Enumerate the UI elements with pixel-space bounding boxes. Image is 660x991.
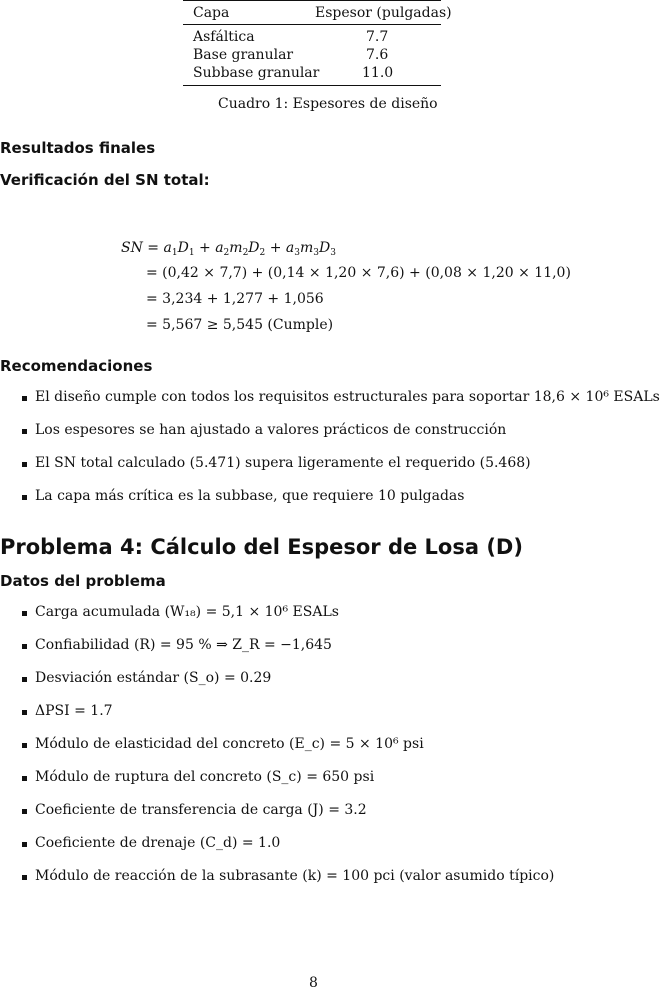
bullet-icon: [22, 396, 27, 401]
list-item: Módulo de elasticidad del concreto (E_c) = 5 × 10⁶ psi: [22, 736, 554, 762]
problem-data-list: [22, 604, 554, 894]
bullet-icon: [22, 809, 27, 814]
list-item: ΔPSI = 1.7: [22, 703, 554, 729]
bullet-icon: [22, 462, 27, 467]
list-item: Los espesores se han ajustado a valores prácticos de construcción: [22, 422, 660, 448]
list-item: Coeficiente de drenaje (C_d) = 1.0: [22, 835, 554, 861]
recommendations-list: [22, 389, 660, 514]
list-item: El diseño cumple con todos los requisitos estructurales para soportar 18,6 × 10⁶ ESALs: [22, 389, 660, 415]
bullet-icon: [22, 611, 27, 616]
bullet-icon: [22, 677, 27, 682]
problem-4-title: Problema 4: Cálculo del Espesor de Losa (D): [0, 535, 523, 559]
bullet-icon: [22, 495, 27, 500]
table-bottom-rule: [183, 85, 441, 86]
table-header-thickness: Espesor (pulgadas): [315, 5, 452, 21]
sn-equation-line1: SN = $a_1D_1 + a_2m_2D_2 + a_3m_3D_3$: [121, 240, 336, 258]
sn-verification-heading: Verificación del SN total:: [0, 171, 210, 189]
problem-data-heading: Datos del problema: [0, 572, 166, 590]
list-item: Carga acumulada (W₁₈) = 5,1 × 10⁶ ESALs: [22, 604, 554, 630]
list-item: Confiabilidad (R) = 95 % ⇒ Z_R = −1,645: [22, 637, 554, 663]
table-header-layer: Capa: [193, 5, 230, 21]
list-item: Módulo de reacción de la subrasante (k) = 100 pci (valor asumido típico): [22, 868, 554, 894]
table-top-rule: [183, 0, 441, 1]
results-heading: Resultados finales: [0, 139, 156, 157]
list-item: Desviación estándar (S_o) = 0.29: [22, 670, 554, 696]
list-item: La capa más crítica es la subbase, que requiere 10 pulgadas: [22, 488, 660, 514]
table-cell-thickness: 11.0: [362, 65, 394, 81]
table-cell-layer: Asfáltica: [193, 29, 255, 45]
table-cell-layer: Subbase granular: [193, 65, 320, 81]
list-item: Coeficiente de transferencia de carga (J) = 3.2: [22, 802, 554, 828]
table-cell-thickness: 7.6: [366, 47, 389, 63]
table-cell-thickness: 7.7: [366, 29, 389, 45]
bullet-icon: [22, 429, 27, 434]
recommendations-heading: Recomendaciones: [0, 357, 153, 375]
bullet-icon: [22, 743, 27, 748]
bullet-icon: [22, 842, 27, 847]
bullet-icon: [22, 875, 27, 880]
list-item: Módulo de ruptura del concreto (S_c) = 650 psi: [22, 769, 554, 795]
table-mid-rule: [183, 24, 441, 25]
table-caption: Cuadro 1: Espesores de diseño: [218, 96, 438, 112]
sn-equation-line3: = 3,234 + 1,277 + 1,056: [146, 291, 324, 307]
bullet-icon: [22, 710, 27, 715]
sn-equation-line2: = (0,42 × 7,7) + (0,14 × 1,20 × 7,6) + (0,08 × 1,20 × 11,0): [146, 265, 571, 281]
table-cell-layer: Base granular: [193, 47, 294, 63]
sn-equation-line4: = 5,567 ≥ 5,545 (Cumple): [146, 317, 334, 333]
list-item: El SN total calculado (5.471) supera ligeramente el requerido (5.468): [22, 455, 660, 481]
bullet-icon: [22, 776, 27, 781]
page-number: 8: [309, 975, 318, 991]
bullet-icon: [22, 644, 27, 649]
